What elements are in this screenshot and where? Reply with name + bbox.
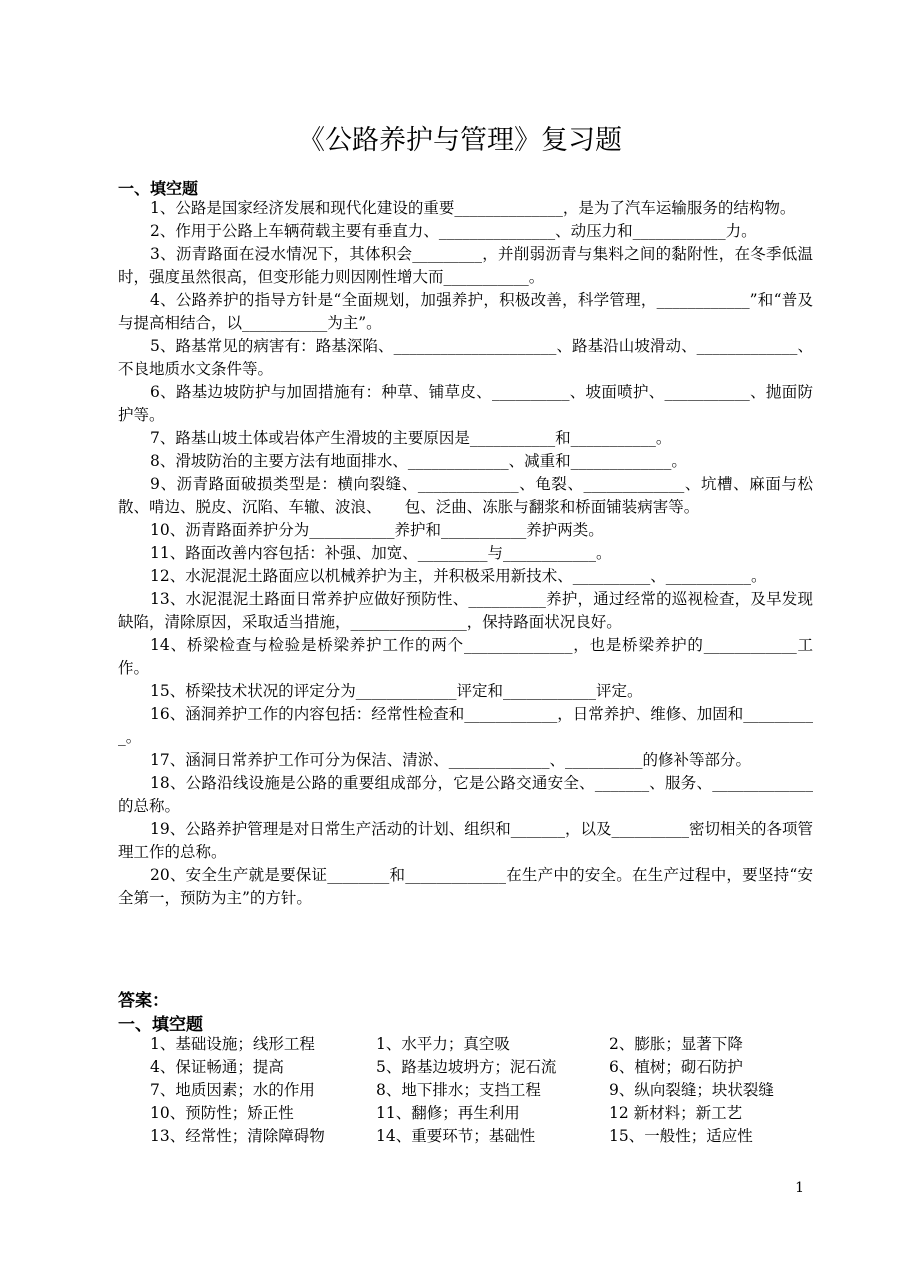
question-13: 13、水泥混泥土路面日常养护应做好预防性、__________养护，通过经常的巡视检查，及早发现缺陷，清除原因，采取适当措施，_______________，保持路面状况良好。 bbox=[118, 590, 813, 631]
question-14: 14、桥梁检查与检验是桥梁养护工作的两个______________，也是桥梁养护的____________工作。 bbox=[118, 636, 813, 677]
question-1: 1、公路是国家经济发展和现代化建设的重要______________，是为了汽车运输服务的结构物。 bbox=[150, 199, 796, 217]
question-17: 17、涵洞日常养护工作可分为保洁、清淤、_____________、__________的修补等部分。 bbox=[150, 751, 751, 769]
answer-cell: 14、重要环节；基础性 bbox=[376, 1127, 536, 1145]
answer-cell: 1、基础设施；线形工程 bbox=[150, 1035, 315, 1053]
answer-cell: 11、翻修；再生利用 bbox=[376, 1104, 520, 1122]
answer-row bbox=[150, 1125, 830, 1148]
answers-section-heading: 一、填空题 bbox=[118, 1015, 203, 1035]
question-11: 11、路面改善内容包括：补强、加宽、_________与____________。 bbox=[150, 544, 612, 562]
question-5: 5、路基常见的病害有：路基深陷、_____________________、路基沿山坡滑动、_____________、不良地质水文条件等。 bbox=[118, 337, 813, 378]
answer-cell: 1、水平力；真空吸 bbox=[376, 1035, 510, 1053]
answer-cell: 15、一般性；适应性 bbox=[609, 1127, 753, 1145]
page-title: 《公路养护与管理》复习题 bbox=[298, 125, 622, 156]
question-12: 12、水泥混泥土路面应以机械养护为主，并积极采用新技术、__________、___________。 bbox=[150, 567, 767, 585]
answer-cell: 10、预防性；矫正性 bbox=[150, 1104, 294, 1122]
answer-cell: 12 新材料；新工艺 bbox=[609, 1104, 743, 1122]
question-4: 4、公路养护的指导方针是“全面规划，加强养护，积极改善，科学管理，____________”和“普及与提高相结合，以___________为主”。 bbox=[118, 291, 813, 332]
question-9: 9、沥青路面破损类型是：横向裂缝、_____________、龟裂、_____________、坑槽、麻面与松散、啃边、脱皮、沉陷、车辙、波浪、 包、泛曲、冻胀与翻浆和桥面铺装病害等。 bbox=[118, 475, 813, 516]
answer-row bbox=[150, 1056, 830, 1079]
question-3: 3、沥青路面在浸水情况下，其体积会_________，并削弱沥青与集料之间的黏附性，在冬季低温时，强度虽然很高，但变形能力则因刚性增大而___________。 bbox=[118, 245, 813, 286]
question-15: 15、桥梁技术状况的评定分为_____________评定和____________评定。 bbox=[150, 682, 643, 700]
answer-row bbox=[150, 1079, 830, 1102]
question-8: 8、滑坡防治的主要方法有地面排水、_____________、减重和_____________。 bbox=[150, 452, 687, 470]
question-list bbox=[118, 197, 813, 910]
answer-cell: 7、地质因素；水的作用 bbox=[150, 1081, 315, 1099]
question-16: 16、涵洞养护工作的内容包括：经常性检查和____________，日常养护、维修、加固和__________。 bbox=[118, 705, 813, 746]
question-10: 10、沥青路面养护分为___________养护和___________养护两类。 bbox=[150, 521, 604, 539]
question-19: 19、公路养护管理是对日常生产活动的计划、组织和_______，以及__________密切相关的各项管理工作的总称。 bbox=[118, 820, 813, 861]
answer-cell: 4、保证畅通；提高 bbox=[150, 1058, 284, 1076]
answer-cell: 6、植树；砌石防护 bbox=[609, 1058, 743, 1076]
answer-cell: 2、膨胀；显著下降 bbox=[609, 1035, 743, 1053]
section-heading-fill-blank: 一、填空题 bbox=[118, 179, 199, 198]
answer-row bbox=[150, 1102, 830, 1125]
answer-cell: 9、纵向裂缝；块状裂缝 bbox=[609, 1081, 774, 1099]
page-number: 1 bbox=[795, 1180, 804, 1196]
question-18: 18、公路沿线设施是公路的重要组成部分，它是公路交通安全、_______、服务、_____________的总称。 bbox=[118, 774, 813, 815]
question-7: 7、路基山坡土体或岩体产生滑坡的主要原因是___________和___________。 bbox=[150, 429, 672, 447]
question-6: 6、路基边坡防护与加固措施有：种草、铺草皮、__________、坡面喷护、___________、抛面防护等。 bbox=[118, 383, 813, 424]
answer-cell: 13、经常性；清除障碍物 bbox=[150, 1127, 325, 1145]
answer-cell: 5、路基边坡坍方；泥石流 bbox=[376, 1058, 557, 1076]
answer-table bbox=[150, 1033, 830, 1148]
answers-heading: 答案： bbox=[118, 991, 169, 1011]
answer-cell: 8、地下排水；支挡工程 bbox=[376, 1081, 541, 1099]
question-2: 2、作用于公路上车辆荷载主要有垂直力、_______________、动压力和____________力。 bbox=[150, 222, 757, 240]
answer-row bbox=[150, 1033, 830, 1056]
question-20: 20、安全生产就是要保证________和_____________在生产中的安全。在生产过程中，要坚持“安全第一，预防为主”的方针。 bbox=[118, 866, 813, 907]
